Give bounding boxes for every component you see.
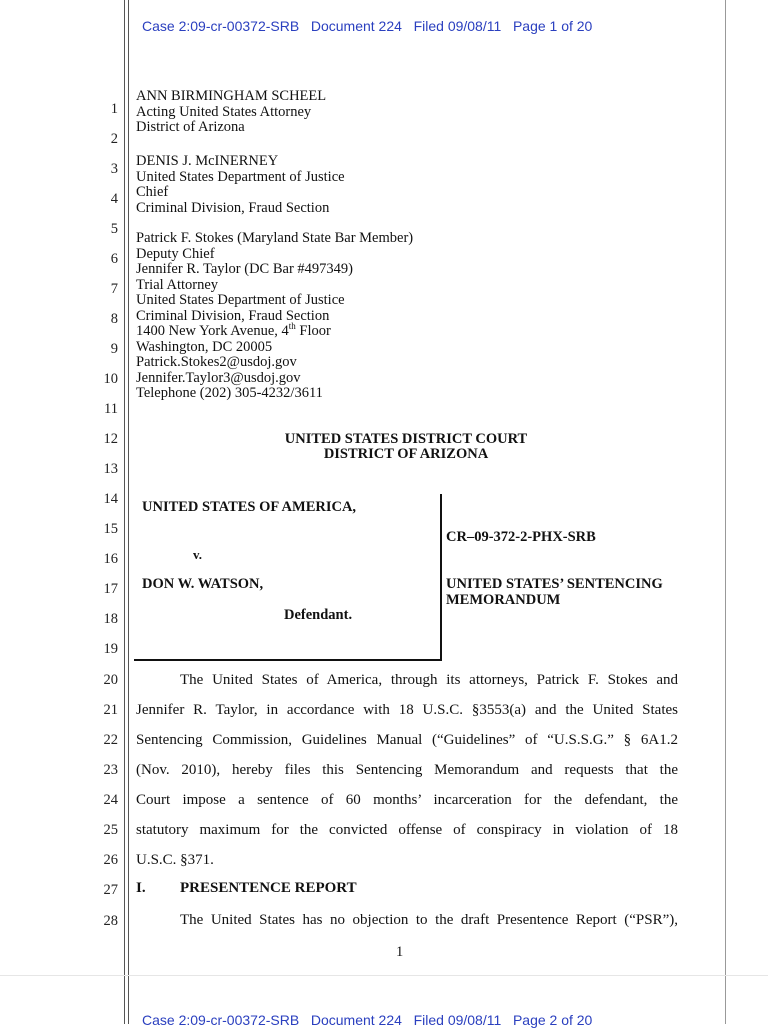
line-number: 22: [103, 732, 118, 748]
attorney-line: United States Department of Justice: [136, 292, 345, 308]
margin-line-left-outer: [124, 0, 125, 1024]
body-line: Jennifer R. Taylor, in accordance with 18 U.S.C. §3553(a) and the United States: [136, 702, 678, 718]
attorney-line: Deputy Chief: [136, 245, 215, 262]
page-separator: [0, 975, 768, 976]
line-number: 7: [110, 281, 118, 297]
attorney-line: Jennifer R. Taylor (DC Bar #497349): [136, 261, 353, 277]
attorney-line: Patrick F. Stokes (Maryland State Bar Member): [136, 230, 414, 246]
body-line: statutory maximum for the convicted offense of conspiracy in violation of 18: [136, 822, 678, 838]
line-number: 10: [103, 371, 118, 387]
plaintiff: UNITED STATES OF AMERICA,: [142, 499, 357, 515]
line-number: 20: [103, 672, 118, 688]
line-number: 21: [103, 702, 118, 718]
line-number: 24: [103, 792, 118, 808]
attorney-line: Trial Attorney: [136, 276, 219, 293]
line-number: 27: [103, 882, 118, 898]
line-number: 17: [103, 581, 118, 597]
address-floor: Floor: [295, 323, 331, 339]
section-title: PRESENTENCE REPORT: [180, 880, 357, 896]
document-title: UNITED STATES’ SENTENCING: [446, 576, 663, 592]
court-name: UNITED STATES DISTRICT COURT: [284, 431, 528, 447]
attorney-line: Acting United States Attorney: [136, 103, 312, 120]
case-header-next-page: Case 2:09-cr-00372-SRB Document 224 Filed 09/08/11 Page 2 of 20: [142, 1012, 593, 1028]
section-number: I.: [136, 880, 146, 896]
body-line: U.S.C. §371.: [136, 852, 214, 868]
document-title-cont: MEMORANDUM: [446, 592, 561, 608]
body-line: Court impose a sentence of 60 months’ incarceration for the defendant, the: [136, 792, 678, 808]
attorney-line: Criminal Division, Fraud Section: [136, 307, 330, 324]
line-number: 8: [110, 311, 118, 327]
page-number: 1: [396, 944, 404, 960]
attorney-line: Criminal Division, Fraud Section: [136, 199, 330, 216]
line-number: 9: [110, 341, 118, 357]
line-number: 5: [110, 221, 118, 237]
body-line: The United States has no objection to the draft Presentence Report (“PSR”),: [180, 912, 678, 928]
body-line: (Nov. 2010), hereby files this Sentencing Memorandum and requests that the: [136, 762, 678, 778]
attorney-line: Chief: [136, 184, 169, 200]
line-number: 28: [103, 913, 118, 929]
line-number: 23: [103, 762, 118, 778]
defendant-label: Defendant.: [284, 607, 353, 623]
line-number: 6: [110, 251, 118, 267]
attorney-phone: Telephone (202) 305-4232/3611: [136, 385, 323, 401]
line-number: 25: [103, 822, 118, 838]
line-number: 15: [103, 521, 118, 537]
caption-divider-horizontal: [134, 659, 442, 661]
line-number: 11: [104, 401, 118, 417]
line-number: 13: [103, 461, 118, 477]
line-number: 26: [103, 852, 118, 868]
attorney-line: United States Department of Justice: [136, 168, 345, 185]
caption-divider-vertical: [440, 494, 442, 660]
line-number: 16: [103, 551, 118, 567]
attorney-line: ANN BIRMINGHAM SCHEEL: [136, 88, 327, 104]
margin-line-left-inner: [128, 0, 129, 1024]
line-number: 3: [110, 161, 118, 177]
body-line: Sentencing Commission, Guidelines Manual (“Guidelines” of “U.S.S.G.” § 6A1.2: [136, 732, 678, 748]
line-number: 18: [103, 611, 118, 627]
attorney-email: Jennifer.Taylor3@usdoj.gov: [136, 369, 301, 386]
attorney-line: District of Arizona: [136, 119, 245, 135]
attorney-line: Washington, DC 20005: [136, 338, 273, 355]
defendant-name: DON W. WATSON,: [142, 576, 264, 592]
line-number: 1: [110, 101, 118, 117]
line-number: 14: [103, 491, 118, 507]
case-header: Case 2:09-cr-00372-SRB Document 224 Filed 09/08/11 Page 1 of 20: [142, 18, 593, 34]
attorney-email: Patrick.Stokes2@usdoj.gov: [136, 354, 297, 370]
case-number: CR–09-372-2-PHX-SRB: [446, 529, 596, 545]
line-number: 19: [103, 641, 118, 657]
court-district: DISTRICT OF ARIZONA: [323, 446, 489, 462]
line-number: 2: [110, 131, 118, 147]
line-number: 4: [110, 191, 118, 207]
margin-line-right: [725, 0, 726, 1024]
address-street: 1400 New York Avenue, 4: [136, 323, 289, 339]
line-number: 12: [103, 431, 118, 447]
body-line: The United States of America, through its attorneys, Patrick F. Stokes and: [180, 672, 678, 688]
attorney-line: DENIS J. McINERNEY: [136, 153, 279, 169]
ordinal-suffix: th: [288, 321, 296, 331]
versus: v.: [193, 547, 203, 562]
